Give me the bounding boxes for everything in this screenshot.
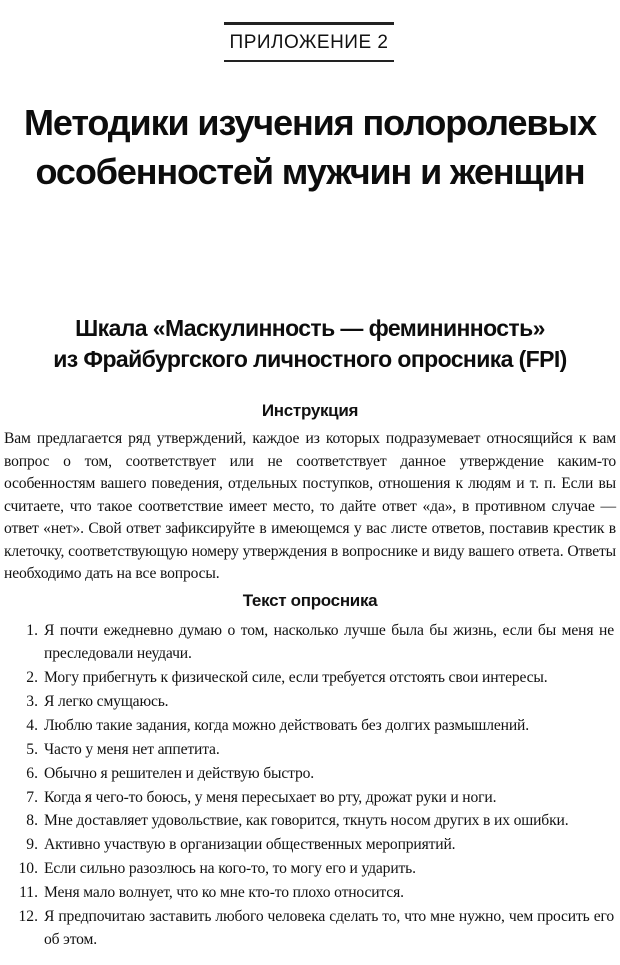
scale-title-line1: Шкала «Маскулинность — фемининность» — [75, 315, 545, 341]
question-item — [0, 787, 620, 810]
question-number: 6. — [26, 764, 38, 782]
question-item — [0, 667, 620, 690]
question-text: Мне доставляет удовольствие, как говорится, ткнуть носом других в их ошибки. — [44, 812, 569, 830]
question-item — [0, 906, 620, 951]
question-item — [0, 739, 620, 762]
question-item — [0, 620, 620, 665]
question-item — [0, 691, 620, 714]
question-text: Активно участвую в организации общественных мероприятий. — [44, 836, 456, 854]
question-text: Когда я чего-то боюсь, у меня пересыхает во рту, дрожат руки и ноги. — [44, 788, 497, 806]
question-number: 4. — [26, 716, 38, 734]
question-item — [0, 810, 620, 833]
question-item — [0, 882, 620, 905]
question-item — [0, 763, 620, 786]
question-list — [0, 620, 620, 953]
question-number: 9. — [26, 836, 38, 854]
question-number: 1. — [26, 622, 38, 639]
question-text: Часто у меня нет аппетита. — [44, 740, 220, 758]
question-number: 2. — [26, 668, 38, 686]
question-text: Я почти ежедневно думаю о том, насколько лучше была бы жизнь, если бы меня не преследовали неудачи. — [44, 622, 614, 662]
question-number: 7. — [26, 788, 38, 806]
appendix-label — [224, 22, 394, 62]
question-text: Люблю такие задания, когда можно действовать без долгих размышлений. — [44, 716, 529, 734]
question-number: 8. — [26, 812, 38, 830]
question-text: Могу прибегнуть к физической силе, если требуется отстоять свои интересы. — [44, 668, 548, 686]
question-text: Обычно я решителен и действую быстро. — [44, 764, 315, 782]
instruction-paragraph: Вам предлагается ряд утверждений, каждое из которых подразумевает относящийся к вам вопрос о том, соответствует или не соответствует данное утверждение каким-то особенностям вашего поведения, отдельных поступков, отношения к людям и т. п. Если вы считаете, что такое соответствие имеет место, то дайте ответ «да», в противном случае — ответ «нет». Свой ответ зафиксируйте в имеющемся у вас листе ответов, поставив крестик в клеточку, соответствующую номеру утверждения в вопроснике и виду вашего ответа. Ответы необходимо дать на все вопросы. — [4, 430, 616, 582]
question-item — [0, 858, 620, 881]
question-number: 11. — [19, 884, 38, 902]
questionnaire-heading: Текст опросника — [242, 591, 378, 610]
scale-title-line2: из Фрайбургского личностного опросника (FPI) — [53, 346, 567, 372]
question-number: 12. — [18, 908, 38, 926]
question-item — [0, 715, 620, 738]
question-number: 3. — [26, 692, 38, 710]
question-text: Меня мало волнует, что ко мне кто-то плохо относится. — [44, 884, 404, 902]
question-item — [0, 834, 620, 857]
main-title: Методики изучения полоролевых особенностей мужчин и женщин — [23, 102, 596, 192]
question-text: Я предпочитаю заставить любого человека сделать то, что мне нужно, чем просить его об этом. — [44, 908, 614, 949]
question-text: Если сильно разозлюсь на кого-то, то могу его и ударить. — [44, 860, 416, 878]
scale-title — [20, 313, 600, 375]
question-number: 10. — [18, 860, 38, 878]
appendix-label-text: ПРИЛОЖЕНИЕ 2 — [229, 31, 389, 53]
question-number: 5. — [26, 740, 38, 758]
question-text: Я легко смущаюсь. — [44, 692, 169, 710]
instruction-heading: Инструкция — [261, 401, 359, 420]
